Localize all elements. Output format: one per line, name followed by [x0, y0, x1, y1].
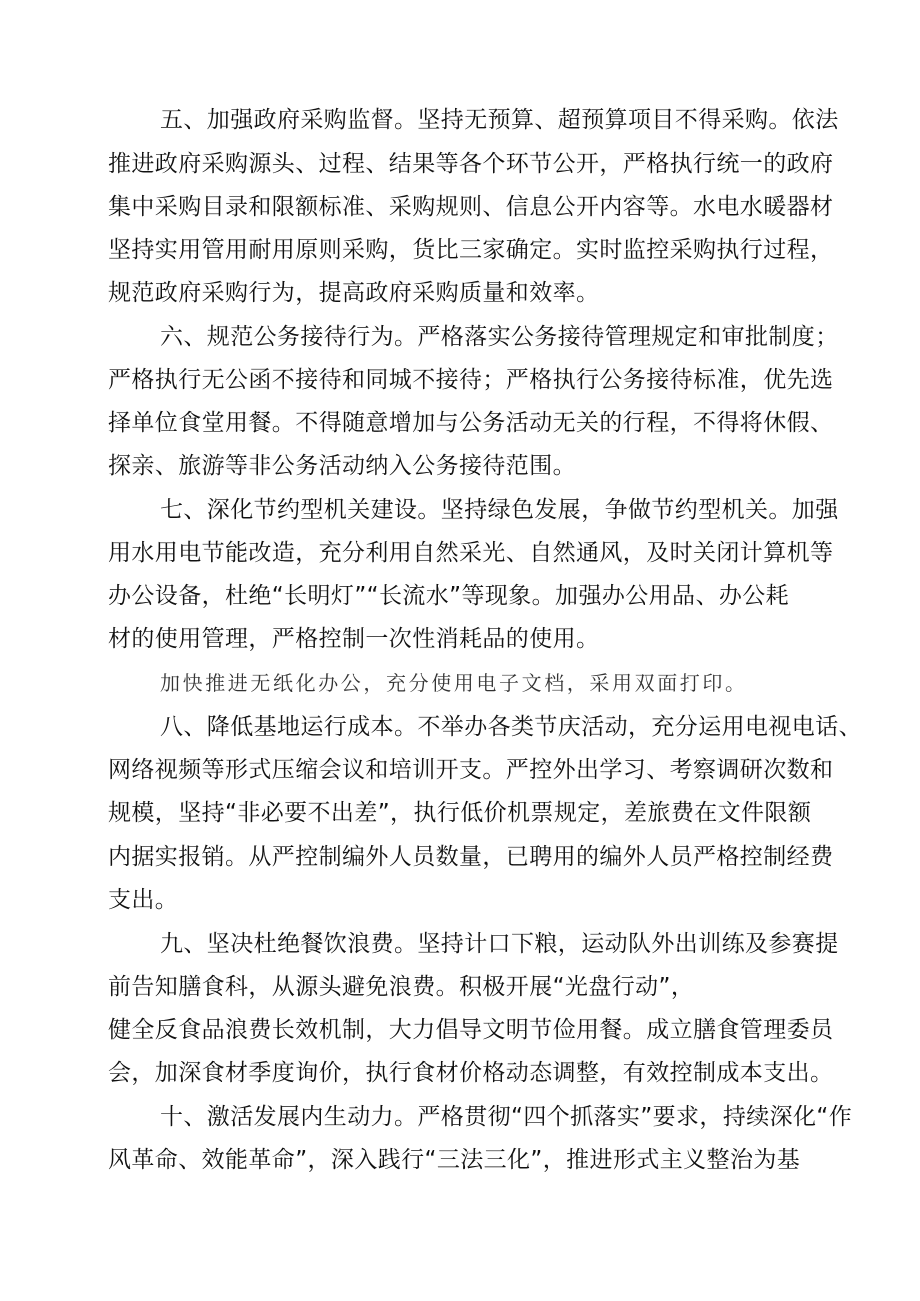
- text-line: 规模，坚持“非必要不出差”，执行低价机票规定，差旅费在文件限额: [108, 800, 812, 826]
- text-line: 坚持实用管用耐用原则采购，货比三家确定。实时监控采购执行过程，: [108, 237, 834, 263]
- text-line: 会，加深食材季度询价，执行食材价格动态调整，有效控制成本支出。: [108, 1060, 834, 1086]
- text-line: 前告知膳食科，从源头避免浪费。积极开展“光盘行动”，: [108, 974, 695, 1000]
- text-line: 六、规范公务接待行为。严格落实公务接待管理规定和审批制度；: [160, 324, 839, 350]
- text-line: 办公设备，杜绝“长明灯”“长流水”等现象。加强办公用品、办公耗: [108, 583, 790, 609]
- text-line: 加快推进无纸化办公，充分使用电子文档，采用双面打印。: [160, 671, 748, 695]
- text-line: 推进政府采购源头、过程、结果等各个环节公开，严格执行统一的政府: [108, 151, 834, 177]
- text-line: 健全反食品浪费长效机制，大力倡导文明节俭用餐。成立膳食管理委员: [108, 1017, 834, 1043]
- text-line: 七、深化节约型机关建设。坚持绿色发展，争做节约型机关。加强: [160, 497, 839, 523]
- text-line: 集中采购目录和限额标准、采购规则、信息公开内容等。水电水暖器材: [108, 194, 834, 220]
- text-line: 择单位食堂用餐。不得随意增加与公务活动无关的行程，不得将休假、: [108, 410, 834, 436]
- text-line: 支出。: [108, 887, 179, 913]
- text-line: 八、降低基地运行成本。不举办各类节庆活动，充分运用电视电话、: [160, 714, 862, 740]
- text-line: 用水用电节能改造，充分利用自然采光、自然通风，及时关闭计算机等: [108, 540, 834, 566]
- text-line: 风革命、效能革命”，深入践行“三法三化”，推进形式主义整治为基: [108, 1147, 801, 1173]
- text-line: 网络视频等形式压缩会议和培训开支。严控外出学习、考察调研次数和: [108, 757, 834, 783]
- text-line: 九、坚决杜绝餐饮浪费。坚持计口下粮，运动队外出训练及参赛提: [160, 931, 839, 957]
- text-line: 十、激活发展内生动力。严格贯彻“四个抓落实”要求，持续深化“作: [160, 1104, 853, 1130]
- text-line: 探亲、旅游等非公务活动纳入公务接待范围。: [108, 453, 576, 479]
- text-line: 规范政府采购行为，提高政府采购质量和效率。: [108, 280, 600, 306]
- text-line: 材的使用管理，严格控制一次性消耗品的使用。: [108, 626, 600, 652]
- text-line: 五、加强政府采购监督。坚持无预算、超预算项目不得采购。依法: [160, 107, 839, 133]
- text-line: 严格执行无公函不接待和同城不接待；严格执行公务接待标准，优先选: [108, 367, 834, 393]
- text-line: 内据实报销。从严控制编外人员数量，已聘用的编外人员严格控制经费: [108, 844, 834, 870]
